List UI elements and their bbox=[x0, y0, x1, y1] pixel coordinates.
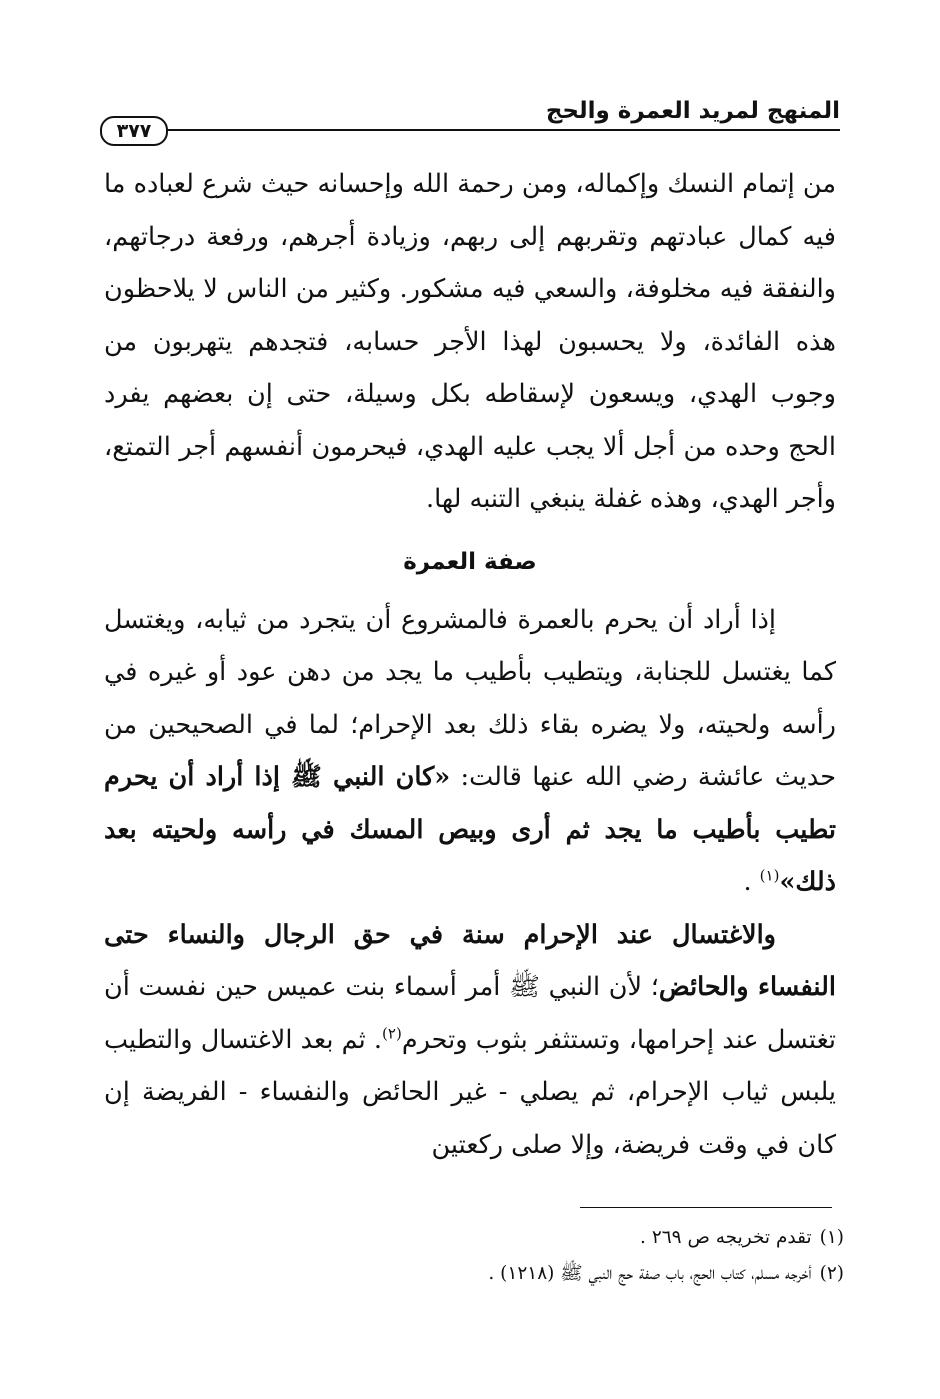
footnote-ref-1: (١) bbox=[759, 866, 780, 885]
footnote-text: أخرجه مسلم، كتاب الحج، باب صفة حج النبي ﷺ (١٢١٨) . bbox=[488, 1263, 812, 1284]
footnote-number: (١) bbox=[819, 1227, 844, 1248]
footnote-rule bbox=[580, 1207, 832, 1208]
paragraph-ghusl-text-b: . ثم بعد الاغتسال والتطيب يلبس ثياب الإحرام، ثم يصلي - غير الحائض والنفساء - الفريضة إن كان في وقت فريضة، وإلا صلى ركعتين bbox=[104, 1024, 836, 1160]
page-number: ٣٧٧ bbox=[100, 116, 168, 146]
footnote-1 bbox=[104, 1220, 844, 1256]
paragraph-ihram-end: . bbox=[743, 867, 760, 897]
book-title: المنهج لمريد العمرة والحج bbox=[545, 98, 840, 124]
paragraph-hady: من إتمام النسك وإكماله، ومن رحمة الله وإحسانه حيث شرع لعباده ما فيه كمال عبادتهم وتقربهم إلى ربهم، وزيادة أجرهم، ورفعة درجاتهم، والنفقة فيه مخلوفة، والسعي فيه مشكور. وكثير من الناس لا يلاحظون هذه الفائدة، ولا يحسبون لهذا الأجر حسابه، فتجدهم يتهربون من وجوب الهدي، ويسعون لإسقاطه بكل وسيلة، حتى إن بعضهم يفرد الحج وحده من أجل ألا يجب عليه الهدي، فيحرمون أنفسهم أجر التمتع، وأجر الهدي، وهذه غفلة ينبغي التنبه لها. bbox=[104, 169, 836, 514]
footnote-2 bbox=[104, 1256, 844, 1292]
body-text bbox=[104, 158, 836, 1171]
footnote-ref-2: (٢) bbox=[382, 1024, 402, 1042]
section-title: صفة العمرة bbox=[403, 548, 537, 575]
paragraph-ghusl-text-a: ؛ لأن النبي ﷺ أمر أسماء بنت عميس حين نفست أن تغتسل عند إحرامها، وتستثفر بثوب وتحرم bbox=[104, 972, 836, 1055]
ghusl-rule: والاغتسال عند الإحرام سنة في حق الرجال والنساء حتى النفساء والحائض bbox=[104, 919, 836, 1002]
running-header bbox=[100, 96, 840, 142]
footnote-text: تقدم تخريجه ص ٢٦٩ . bbox=[640, 1227, 812, 1248]
header-rule bbox=[162, 129, 840, 131]
hadith-quote: «كان النبي ﷺ إذا أراد أن يحرم تطيب بأطيب ما يجد ثم أرى وبيص المسك في رأسه ولحيته بعد ذلك» bbox=[104, 762, 836, 897]
paragraph-ihram bbox=[104, 594, 836, 909]
footnote-number: (٢) bbox=[819, 1263, 844, 1284]
paragraph-ghusl bbox=[104, 909, 836, 1172]
footnotes bbox=[104, 1220, 844, 1292]
paragraph-ihram-text: إذا أراد أن يحرم بالعمرة فالمشروع أن يتجرد من ثيابه، ويغتسل كما يغتسل للجنابة، ويتطيب بأطيب ما يجد من دهن عود أو غيره في رأسه ولحيته، ولا يضره بقاء ذلك بعد الإحرام؛ لما في الصحيحين من حديث عائشة رضي الله عنها قالت: bbox=[104, 604, 837, 792]
